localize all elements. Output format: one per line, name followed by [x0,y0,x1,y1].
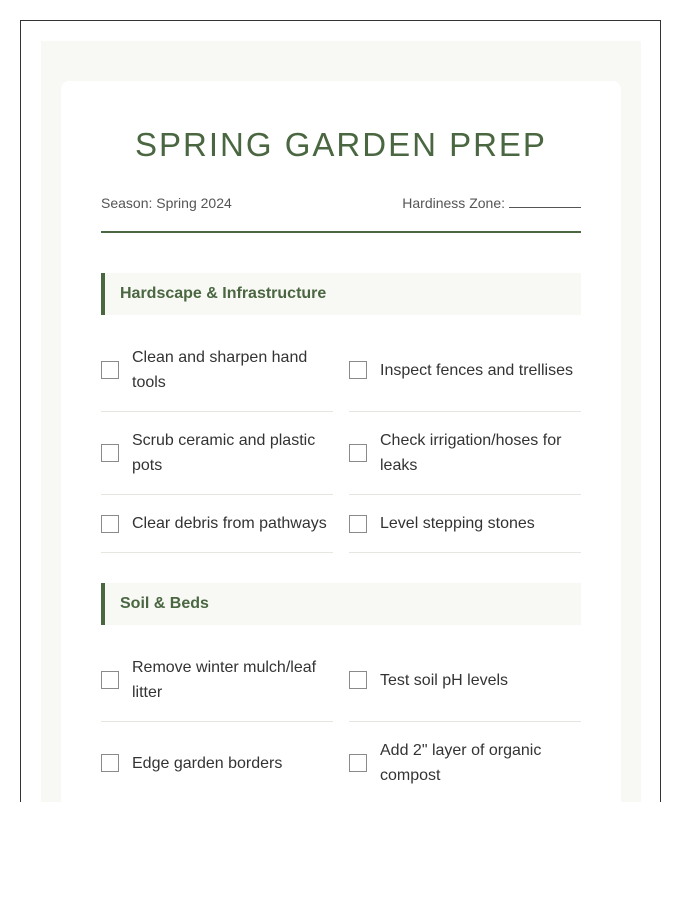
item-label: Scrub ceramic and plastic pots [132,432,316,474]
checkbox[interactable] [101,361,119,379]
page-background [41,41,641,802]
season-text: Season: Spring 2024 [101,195,232,211]
list-item[interactable] [349,412,581,495]
item-label: Level stepping stones [380,515,535,532]
item-label: Add 2" layer of organic compost [380,742,542,784]
checkbox[interactable] [101,515,119,533]
section-soil-items [101,639,581,802]
checkbox[interactable] [349,671,367,689]
list-item[interactable] [349,329,581,412]
checkbox[interactable] [101,444,119,462]
list-item[interactable] [101,722,333,802]
checklist-card [61,81,621,802]
item-label: Clear debris from pathways [132,515,327,532]
meta-row [101,195,581,233]
list-item[interactable] [349,639,581,722]
list-item[interactable] [349,495,581,553]
item-label: Remove winter mulch/leaf litter [132,659,317,701]
hardiness-zone-blank[interactable] [509,195,581,208]
section-header-soil: Soil & Beds [101,583,581,625]
list-item[interactable] [349,722,581,802]
list-item[interactable] [101,495,333,553]
checkbox[interactable] [349,754,367,772]
item-label: Clean and sharpen hand tools [132,349,308,391]
section-hardscape-items [101,329,581,553]
list-item[interactable] [101,329,333,412]
item-label: Edge garden borders [132,754,283,772]
checkbox[interactable] [101,671,119,689]
item-label: Check irrigation/hoses for leaks [380,432,562,474]
hardiness-zone-label: Hardiness Zone: [402,195,505,211]
list-item[interactable] [101,639,333,722]
list-item[interactable] [101,412,333,495]
checkbox[interactable] [349,361,367,379]
item-label: Test soil pH levels [380,671,509,689]
item-label: Inspect fences and trellises [380,361,573,379]
checkbox[interactable] [349,515,367,533]
page-frame [20,20,661,802]
checkbox[interactable] [101,754,119,772]
checkbox[interactable] [349,444,367,462]
section-header-hardscape: Hardscape & Infrastructure [101,273,581,315]
hardiness-zone [402,195,581,211]
page-title: SPRING GARDEN PREP [135,126,547,163]
